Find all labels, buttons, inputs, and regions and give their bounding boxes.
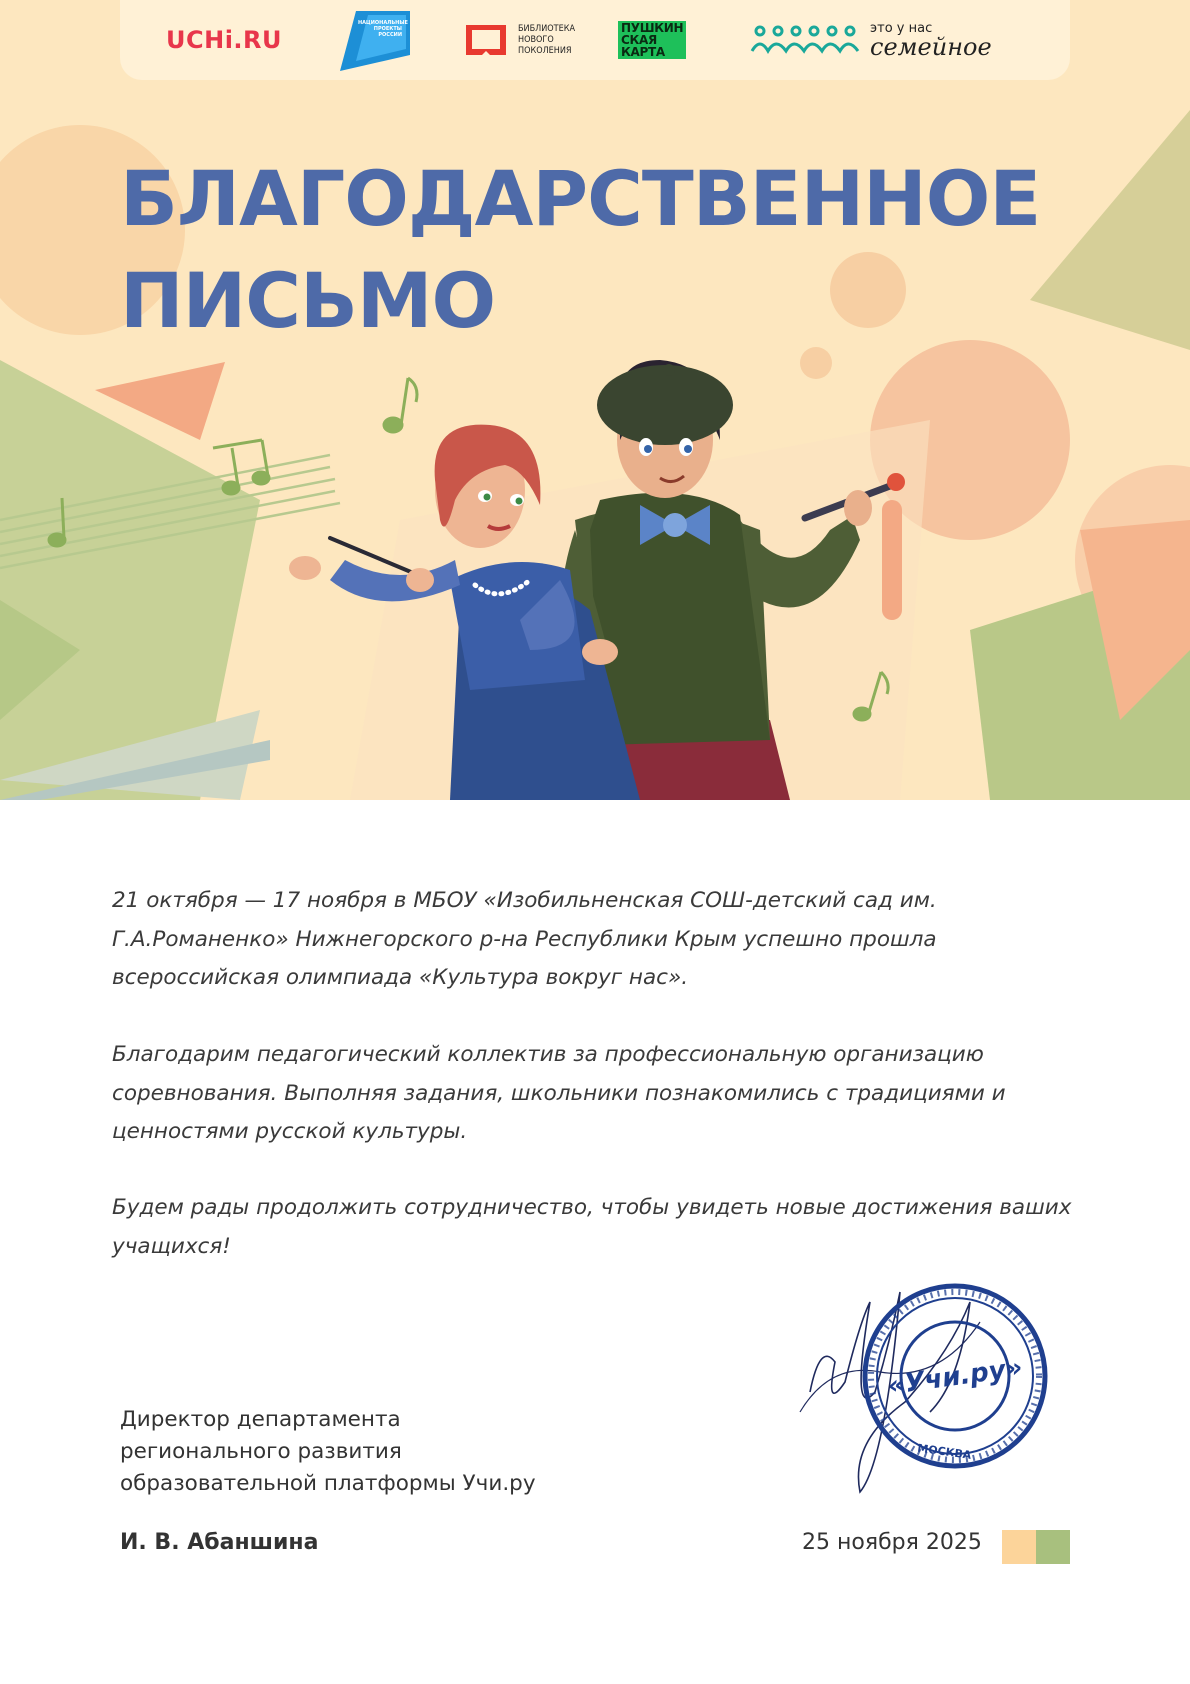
header-banner (0, 0, 1190, 800)
family-logo (750, 0, 992, 80)
library-line: БИБЛИОТЕКА (518, 23, 576, 34)
national-projects-logo (338, 0, 410, 80)
signatory-role (120, 1404, 536, 1500)
family-small-text: это у нас (870, 21, 933, 36)
family-big-text: семейное (870, 33, 992, 61)
letter-date: 25 ноября 2025 (802, 1530, 982, 1555)
banner-illustration (0, 0, 1190, 800)
paragraph-cooperation: Будем рады продолжить сотрудничество, чтобы увидеть новые достижения ваших учащихся! (112, 1195, 1072, 1259)
letter-title (120, 148, 1040, 352)
library-line: НОВОГО (518, 34, 554, 45)
family-logo-text (870, 21, 992, 61)
title-line: ПИСЬМО (120, 256, 496, 345)
pushkin-line: КАРТА (621, 45, 665, 59)
uchi-logo (166, 0, 282, 80)
national-projects-icon (338, 9, 410, 71)
partner-logos-bar (120, 0, 1070, 80)
decor-swatch-green (1036, 1530, 1070, 1564)
pushkin-card-logo (618, 21, 686, 59)
family-people-icon (750, 23, 860, 57)
role-line: Директор департамента (120, 1407, 401, 1432)
stamp-city-text: МОСКВА (916, 1441, 973, 1462)
national-projects-text: НАЦИОНАЛЬНЫЕ ПРОЕКТЫ РОССИИ (358, 20, 408, 38)
title-line: БЛАГОДАРСТВЕННОЕ (120, 154, 1041, 243)
pushkin-line: ПУШКИН (621, 21, 684, 35)
role-line: образовательной платформы Учи.ру (120, 1471, 536, 1496)
stamp-center-text: «Учи.ру» (886, 1352, 1025, 1402)
pushkin-line: СКАЯ (621, 33, 657, 47)
decor-swatch-peach (1002, 1530, 1036, 1564)
paragraph-thanks: Благодарим педагогический коллектив за профессиональную организацию соревнования. Выполняя задания, школьники познакомились с традициями и ценностями русской культуры. (112, 1042, 1006, 1144)
library-line: ПОКОЛЕНИЯ (518, 45, 572, 56)
signatory-name: И. В. Абаншина (120, 1530, 319, 1555)
role-line: регионального развития (120, 1439, 402, 1464)
book-icon (464, 23, 508, 57)
stamp-and-signature (790, 1262, 1060, 1502)
library-logo-text (518, 24, 588, 57)
paragraph-olympiad: 21 октября — 17 ноября в МБОУ «Изобильненская СОШ-детский сад им. Г.А.Романенко» Нижнегорского р-на Республики Крым успешно прошла всероссийская олимпиада «Культура вокруг нас». (112, 888, 937, 990)
uchi-logo-text: UCHi.RU (166, 26, 282, 54)
library-logo (464, 0, 588, 80)
